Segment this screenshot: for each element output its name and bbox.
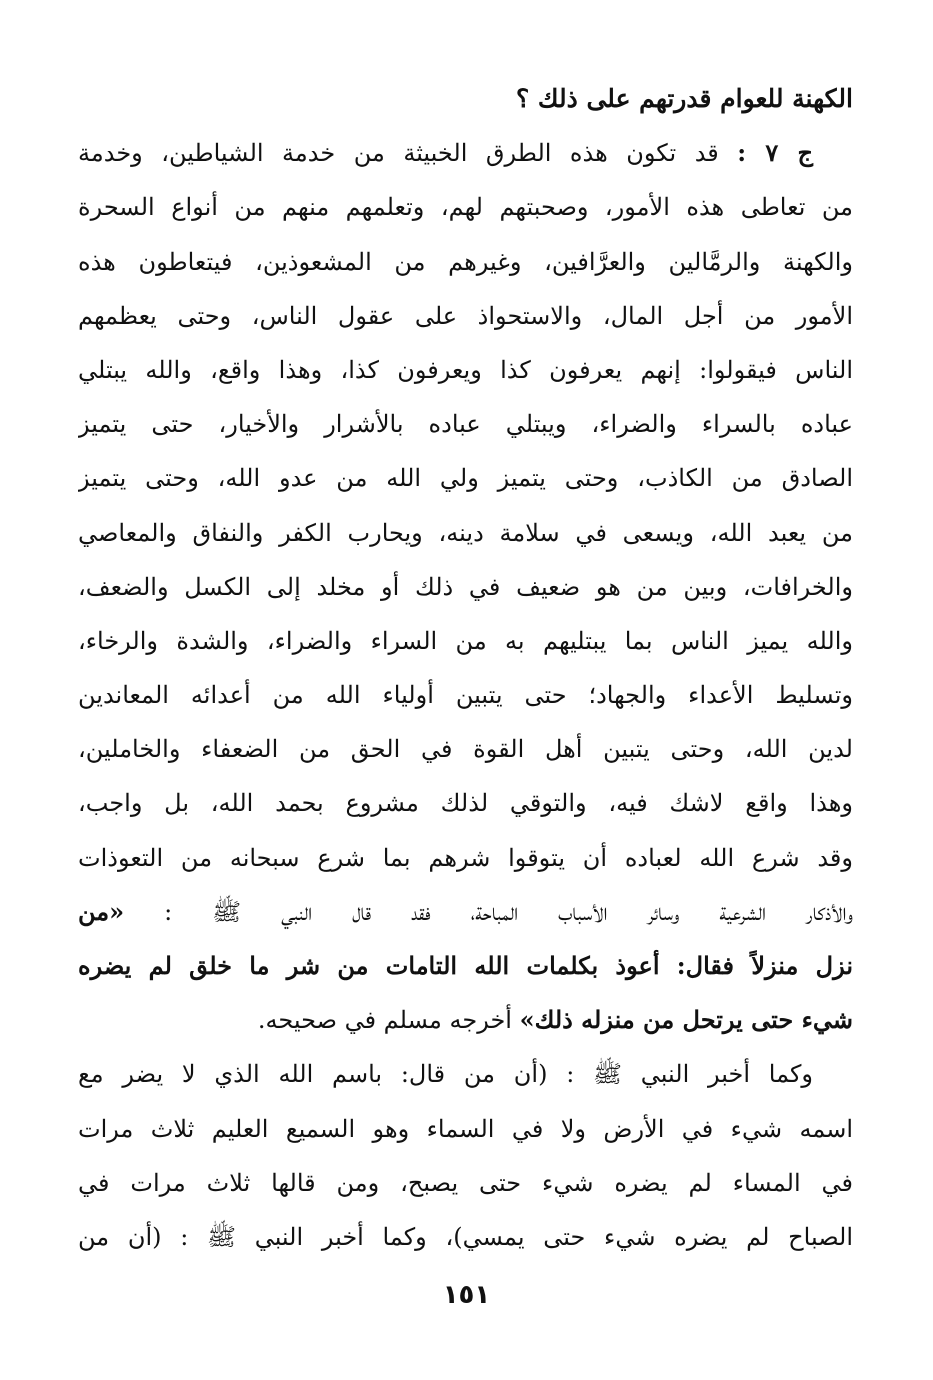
answer-line-17 <box>78 993 853 1047</box>
answer-line-4: الأمور من أجل المال، والاستحواذ على عقول الناس، وحتى يعظمهم <box>78 301 853 330</box>
answer-line-9: والخرافات، وبين من هو ضعيف في ذلك أو مخلد إلى الكسل والضعف، <box>78 572 853 601</box>
hadith-quote-line: نزل منزلاً فقال: أعوذ بكلمات الله التامات من شر ما خلق لم يضره <box>78 951 853 980</box>
paragraph2-line-2: اسمه شيء في الأرض ولا في السماء وهو السميع العليم ثلاث مرات <box>78 1114 853 1143</box>
page-body <box>78 72 853 1264</box>
answer-line-15-text: والأذكار الشرعية وسائر الأسباب المباحة، فقد قال النبي ﷺ : <box>164 897 853 926</box>
answer-line-1 <box>78 126 853 180</box>
answer-line-1-text: قد تكون هذه الطرق الخبيثة من خدمة الشياطين، وخدمة <box>78 139 719 168</box>
page-number: ١٥١ <box>442 1280 491 1310</box>
answer-line-10: والله يميز الناس بما يبتليهم به من السراء والضراء، والشدة والرخاء، <box>78 626 853 655</box>
hadith-quote-start: «من <box>78 896 125 926</box>
answer-line-15 <box>78 885 853 939</box>
answer-line-11: وتسليط الأعداء والجهاد؛ حتى يتبين أولياء الله من أعدائه المعاندين <box>78 681 853 710</box>
answer-line-2: من تعاطى هذه الأمور، وصحبتهم لهم، وتعلمهم منهم من أنواع السحرة <box>78 193 853 222</box>
answer-line-12: لدين الله، وحتى يتبين أهل القوة في الحق من الضعفاء والخاملين، <box>78 735 853 764</box>
answer-line-7: الصادق من الكاذب، وحتى يتميز ولي الله من عدو الله، وحتى يتميز <box>78 464 853 493</box>
hadith-source: أخرجه مسلم في صحيحه. <box>257 1006 512 1035</box>
answer-line-3: والكهنة والرمَّالين والعرَّافين، وغيرهم من المشعوذين، فيتعاطون هذه <box>78 247 853 276</box>
answer-line-13: وهذا واقع لاشك فيه، والتوقي لذلك مشروع بحمد الله، بل واجب، <box>78 789 853 818</box>
answer-label: ج ٧ : <box>737 138 813 168</box>
paragraph2-line-3: في المساء لم يضره شيء حتى يصبح، ومن قالها ثلاث مرات في <box>78 1168 853 1197</box>
paragraph2-line-1: وكما أخبر النبي ﷺ : (أن من قال: باسم الله الذي لا يضر مع <box>78 1060 813 1089</box>
answer-line-5: الناس فيقولوا: إنهم يعرفون كذا ويعرفون كذا، وهذا واقع، والله يبتلي <box>78 355 853 384</box>
answer-line-6: عباده بالسراء والضراء، ويبتلي عباده بالأشرار والأخيار، حتى يتميز <box>78 410 853 439</box>
question-heading: الكهنة للعوام قدرتهم على ذلك ؟ <box>515 84 853 113</box>
answer-line-14: وقد شرع الله لعباده أن يتوقوا شرهم بما شرع سبحانه من التعوذات <box>78 843 853 872</box>
hadith-quote-end: شيء حتى يرتحل من منزله ذلك» <box>519 1005 853 1035</box>
paragraph2-line-4: الصباح لم يضره شيء حتى يمسي)، وكما أخبر النبي ﷺ : (أن من <box>78 1222 853 1251</box>
answer-line-8: من يعبد الله، ويسعى في سلامة دينه، ويحارب الكفر والنفاق والمعاصي <box>78 518 853 547</box>
